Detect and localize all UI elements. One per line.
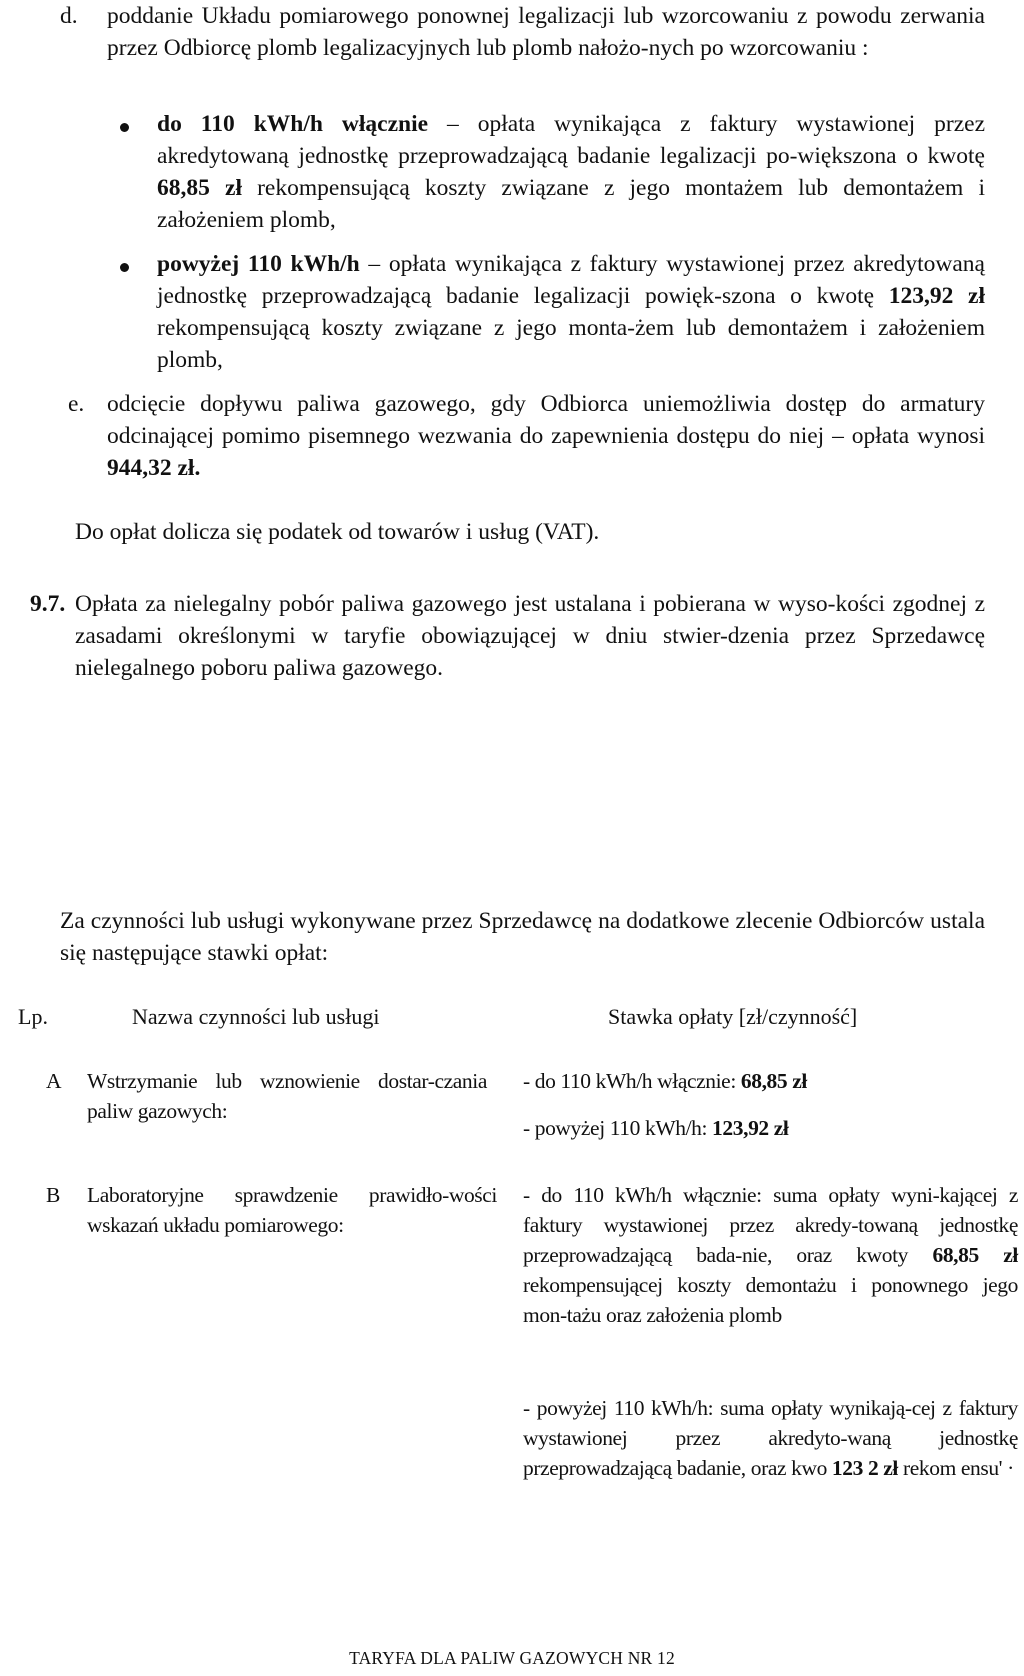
row-b-rate-2-amount: 123 2 zł <box>831 1456 898 1480</box>
bullet-1-dot <box>120 123 129 132</box>
item-d-marker: d. <box>60 3 78 29</box>
bullet-2-text-after: rekompensującą koszty związane z jego monta-żem lub demontażem i założeniem plomb, <box>157 315 985 373</box>
table-header-name: Nazwa czynności lub usługi <box>132 1004 380 1029</box>
table-header-rate: Stawka opłaty [zł/czynność] <box>608 1004 858 1029</box>
bullet-1-bold-lead: do 110 kWh/h włącznie <box>157 111 429 137</box>
section-97-text: Opłata za nielegalny pobór paliwa gazowego jest ustalana i pobierana w wyso-kości zgodnej z zasadami określonymi w taryfie obowiązującej w dniu stwier-dzenia przez Sprzedawcę nielegalnego poboru paliwa gazowego. <box>75 591 985 681</box>
bullet-2-text-before: – opłata wynikająca z faktury wystawionej przez akredytowaną jednostkę przeprowadzającą badanie legalizacji powięk-szona o kwotę <box>157 251 985 309</box>
table-header-lp: Lp. <box>18 1004 48 1029</box>
row-b-rate-1-suffix: rekompensującej koszty demontażu i ponownego jego mon-tażu oraz założenia plomb <box>523 1273 1018 1327</box>
row-a-rate-1-amount: 68,85 zł <box>740 1069 807 1093</box>
section-97-number: 9.7. <box>30 591 66 617</box>
row-a-rate-2-amount: 123,92 zł <box>712 1116 789 1140</box>
bullet-2-amount: 123,92 zł <box>888 283 985 309</box>
item-d-text: poddanie Układu pomiarowego ponownej legalizacji lub wzorcowaniu z powodu zerwania przez Odbiorcę plomb legalizacyjnych lub plomb nałożo-nych po wzorcowaniu : <box>107 3 985 61</box>
item-e-body: odcięcie dopływu paliwa gazowego, gdy Odbiorca uniemożliwia dostęp do armatury odcinającej pomimo pisemnego wezwania do zapewnienia dostępu do niej – opłata wynosi <box>107 391 985 449</box>
row-b-rate-1-prefix: - do 110 kWh/h włącznie: suma opłaty wyni-kającej z faktury wystawionej przez akredy-towaną jednostkę przeprowadzającą bada-nie, oraz kwoty <box>523 1183 1018 1267</box>
row-a-lp: A <box>46 1069 62 1093</box>
bullet-2-bold-lead: powyżej 110 kWh/h <box>157 251 360 277</box>
row-a-rate-1 <box>523 1066 1018 1096</box>
item-e-text <box>107 388 985 484</box>
item-e-amount: 944,32 zł. <box>107 455 201 481</box>
bullet-1-text <box>157 108 985 236</box>
row-b-name: Laboratoryjne sprawdzenie prawidło-wości wskazań układu pomiarowego: <box>87 1183 497 1237</box>
item-e-marker: e. <box>68 391 85 417</box>
row-b-rate-1 <box>523 1180 1018 1330</box>
row-b-rate-2 <box>523 1393 1018 1483</box>
bullet-1-amount: 68,85 zł <box>157 175 242 201</box>
bullet-2-dot <box>120 263 129 272</box>
row-b-rate-2-prefix: - powyżej 110 kWh/h: suma opłaty wynikają-cej z faktury wystawionej przez akredyto-waną jednostkę przeprowadzającą badanie, oraz kwo <box>523 1396 1018 1480</box>
bullet-1-text-after: rekompensującą koszty związane z jego montażem lub demontażem i założeniem plomb, <box>157 175 985 233</box>
bullet-2-text <box>157 248 985 376</box>
vat-note: Do opłat dolicza się podatek od towarów i usług (VAT). <box>75 519 600 545</box>
row-a-name: Wstrzymanie lub wznowienie dostar-czania paliw gazowych: <box>87 1069 487 1123</box>
row-b-rate-2-suffix: rekom ensu' · <box>898 1456 1014 1480</box>
intro-paragraph: Za czynności lub usługi wykonywane przez Sprzedawcę na dodatkowe zlecenie Odbiorców ustala się następujące stawki opłat: <box>60 908 985 966</box>
row-b-lp: B <box>46 1183 60 1207</box>
row-a-rate-2 <box>523 1113 1018 1143</box>
row-a-rate-1-prefix: - do 110 kWh/h włącznie: <box>523 1069 741 1093</box>
row-b-rate-1-amount: 68,85 zł <box>932 1243 1019 1267</box>
page-footer: TARYFA DLA PALIW GAZOWYCH NR 12 <box>349 1648 675 1668</box>
row-a-rate-2-prefix: - powyżej 110 kWh/h: <box>523 1116 713 1140</box>
bullet-1-text-before: – opłata wynikająca z faktury wystawionej przez akredytowaną jednostkę przeprowadzającą badanie legalizacji po-większona o kwotę <box>157 111 985 169</box>
